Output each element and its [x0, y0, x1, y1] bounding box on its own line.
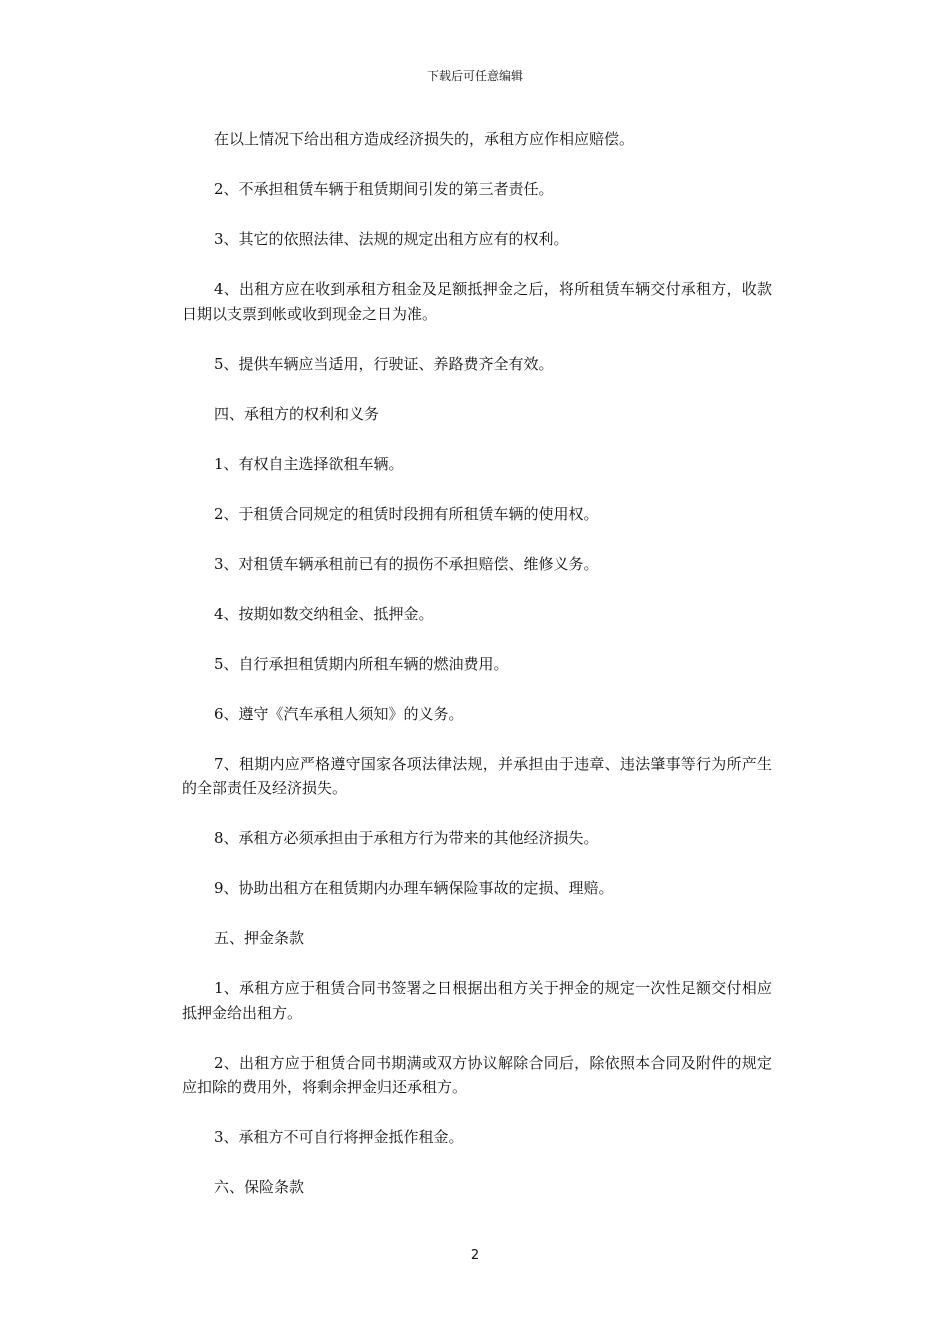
paragraph-lessee-item-5: 5、自行承担租赁期内所租车辆的燃油费用。	[214, 654, 509, 673]
paragraph-compensation: 在以上情况下给出租方造成经济损失的，承租方应作相应赔偿。	[214, 130, 635, 148]
paragraph-lessee-item-6: 6、遵守《汽车承租人须知》的义务。	[214, 704, 464, 723]
paragraph-lessee-item-2: 2、于租赁合同规定的租赁时段拥有所租赁车辆的使用权。	[214, 504, 599, 523]
paragraph-lessor-item-5: 5、提供车辆应当适用，行驶证、养路费齐全有效。	[214, 354, 554, 373]
section-heading-insurance: 六、保险条款	[214, 1178, 305, 1196]
page-number: 2	[470, 1248, 480, 1263]
document-body	[182, 127, 772, 1225]
section-heading-lessee-rights: 四、承租方的权利和义务	[214, 404, 380, 423]
paragraph-lessee-item-8: 8、承租方必须承担由于承租方行为带来的其他经济损失。	[214, 829, 599, 847]
section-heading-deposit: 五、押金条款	[214, 929, 305, 947]
paragraph-deposit-item-2: 2、出租方应于租赁合同书期满或双方协议解除合同后，除依照本合同及附件的规定应扣除的费用外，将剩余押金归还承租方。	[182, 1053, 772, 1096]
paragraph-lessee-item-4: 4、按期如数交纳租金、抵押金。	[214, 604, 434, 623]
paragraph-lessee-item-9: 9、协助出租方在租赁期内办理车辆保险事故的定损、理赔。	[214, 879, 614, 897]
paragraph-lessor-item-4: 4、出租方应在收到承租方租金及足额抵押金之后，将所租赁车辆交付承租方，收款日期以支票到帐或收到现金之日为准。	[182, 280, 772, 323]
page-header: 下载后可任意编辑	[426, 69, 523, 83]
paragraph-lessee-item-7: 7、租期内应严格遵守国家各项法律法规，并承担由于违章、违法肇事等行为所产生的全部责任及经济损失。	[182, 754, 772, 797]
paragraph-deposit-item-3: 3、承租方不可自行将押金抵作租金。	[214, 1128, 464, 1146]
paragraph-deposit-item-1: 1、承租方应于租赁合同书签署之日根据出租方关于押金的规定一次性足额交付相应抵押金给出租方。	[182, 979, 772, 1022]
paragraph-lessor-item-2: 2、不承担租赁车辆于租赁期间引发的第三者责任。	[214, 180, 554, 198]
paragraph-lessor-item-3: 3、其它的依照法律、法规的规定出租方应有的权利。	[214, 230, 569, 248]
paragraph-lessee-item-3: 3、对租赁车辆承租前已有的损伤不承担赔偿、维修义务。	[214, 554, 599, 573]
paragraph-lessee-item-1: 1、有权自主选择欲租车辆。	[214, 454, 404, 473]
